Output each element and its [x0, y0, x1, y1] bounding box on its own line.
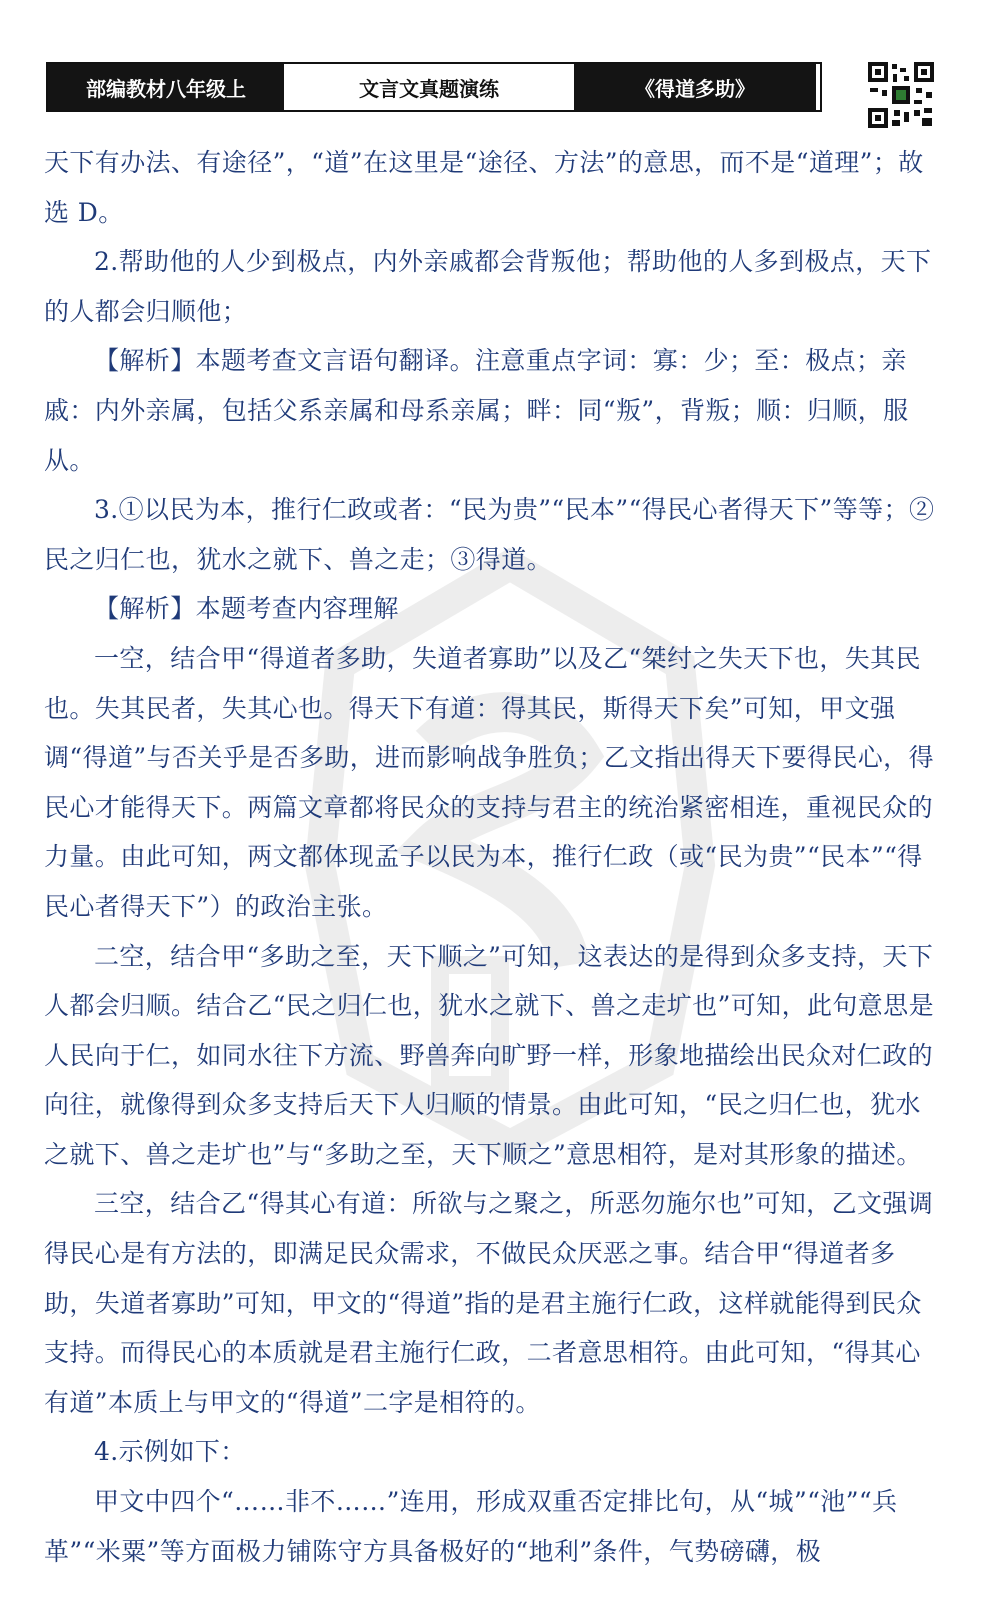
- paragraph: 3.①以民为本，推行仁政或者：“民为贵”“民本”“得民心者得天下”等等；②民之归仁也，犹水之就下、兽之走；③得道。: [44, 495, 935, 574]
- paragraph: 4.示例如下：: [94, 1437, 246, 1467]
- paragraph: 【解析】本题考查内容理解: [94, 594, 399, 624]
- qr-code-icon[interactable]: [866, 60, 936, 130]
- paragraph: 甲文中四个“……非不……”连用，形成双重否定排比句，从“城”“池”“兵革”“米粟”等方面极力铺陈守方具备极好的“地利”条件，气势磅礴，极: [44, 1487, 898, 1566]
- header-textbook-label: 部编教材八年级上: [48, 64, 284, 110]
- paragraph: 天下有办法、有途径”，“道”在这里是“途径、方法”的意思，而不是“道理”；故选 D。: [44, 148, 924, 227]
- paragraph: 2.帮助他的人少到极点，内外亲戚都会背叛他；帮助他的人多到极点，天下的人都会归顺他；: [44, 247, 932, 326]
- paragraph: 二空，结合甲“多助之至，天下顺之”可知，这表达的是得到众多支持，天下人都会归顺。结合乙“民之归仁也，犹水之就下、兽之走圹也”可知，此句意思是人民向于仁，如同水往下方流、野兽奔向旷野一样，形象地描绘出民众对仁政的向往，就像得到众多支持后天下人归顺的情景。由此可知，“民之归仁也，犹水之就下、兽之走圹也”与“多助之至，天下顺之”意思相符，是对其形象的描述。: [44, 941, 934, 1169]
- answer-content: [44, 138, 944, 1576]
- header-lesson-title: 《得道多助》: [574, 64, 816, 110]
- paragraph: 【解析】本题考查文言语句翻译。注意重点字词：寡：少；至：极点；亲戚：内外亲属，包括父系亲属和母系亲属；畔：同“叛”，背叛；顺：归顺，服从。: [44, 346, 909, 475]
- paragraph: 三空，结合乙“得其心有道：所欲与之聚之，所恶勿施尔也”可知，乙文强调得民心是有方法的，即满足民众需求，不做民众厌恶之事。结合甲“得道者多助，失道者寡助”可知，甲文的“得道”指的是君主施行仁政，这样就能得到民众支持。而得民心的本质就是君主施行仁政，二者意思相符。由此可知，“得其心有道”本质上与甲文的“得道”二字是相符的。: [44, 1189, 934, 1417]
- document-header: [46, 62, 822, 112]
- paragraph: 一空，结合甲“得道者多助，失道者寡助”以及乙“桀纣之失天下也，失其民也。失其民者，失其心也。得天下有道：得其民，斯得天下矣”可知，甲文强调“得道”与否关乎是否多助，进而影响战争胜负；乙文指出得天下要得民心，得民心才能得天下。两篇文章都将民众的支持与君主的统治紧密相连，重视民众的力量。由此可知，两文都体现孟子以民为本，推行仁政（或“民为贵”“民本”“得民心者得天下”）的政治主张。: [44, 643, 934, 921]
- header-exercise-title: 文言文真题演练: [284, 64, 574, 110]
